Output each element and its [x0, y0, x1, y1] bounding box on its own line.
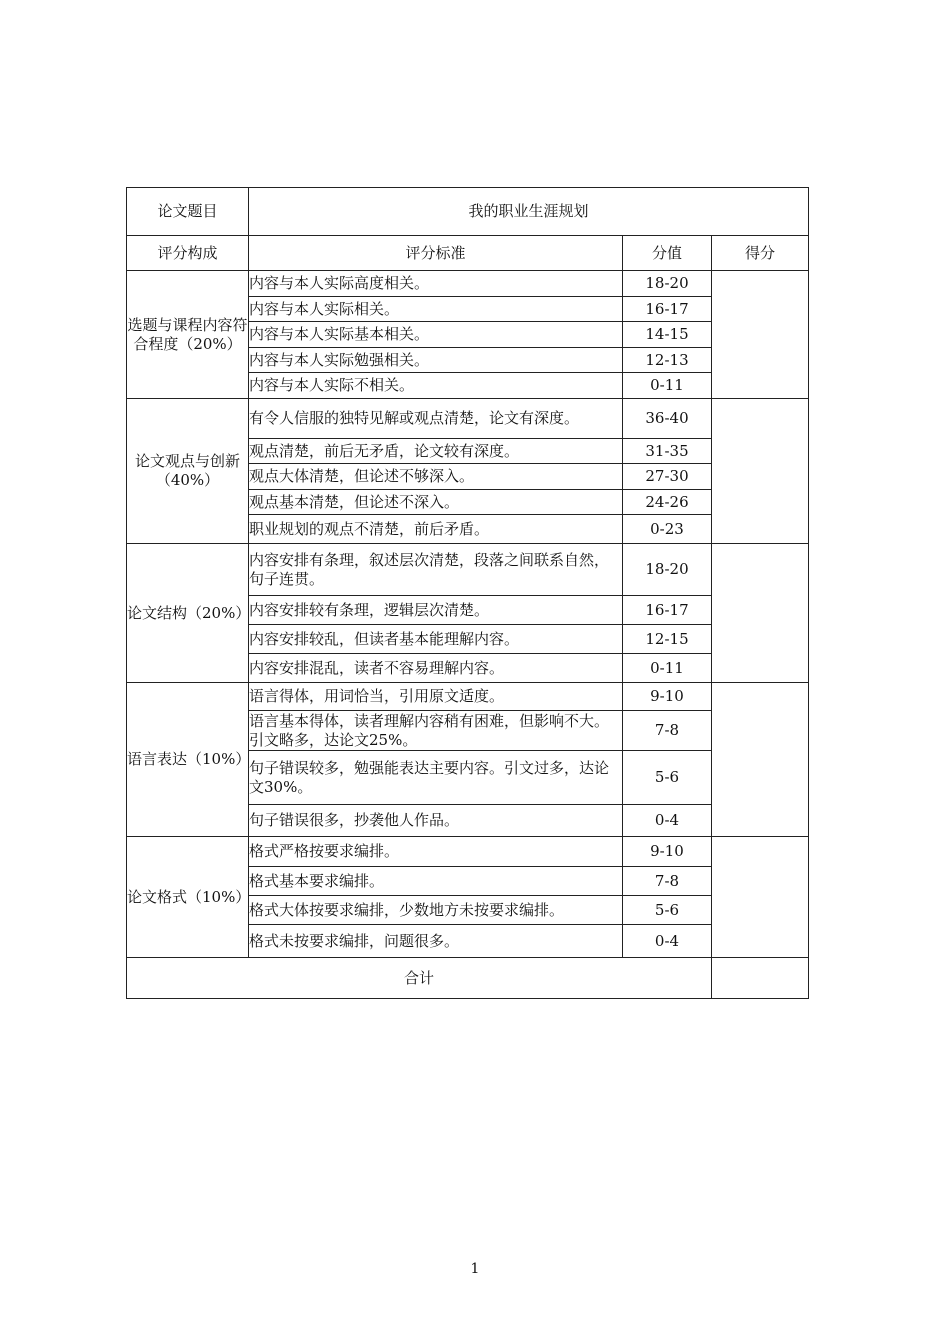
header-row: [127, 236, 809, 271]
criterion-text: 语言得体，用词恰当，引用原文适度。: [249, 683, 623, 711]
criterion-points: 18-20: [623, 544, 712, 596]
criterion-text: 内容与本人实际不相关。: [249, 373, 623, 399]
criterion-text: 观点清楚，前后无矛盾，论文较有深度。: [249, 439, 623, 464]
criterion-points: 12-15: [623, 625, 712, 654]
criterion-text: 内容与本人实际勉强相关。: [249, 348, 623, 373]
page-number: 1: [470, 1261, 480, 1277]
criterion-text: 内容安排混乱，读者不容易理解内容。: [249, 654, 623, 683]
criterion-text: 语言基本得体，读者理解内容稍有困难，但影响不大。引文略多，达论文25%。: [249, 711, 623, 751]
criterion-text: 内容安排较乱，但读者基本能理解内容。: [249, 625, 623, 654]
table-row: [127, 271, 809, 297]
header-standard: 评分标准: [249, 236, 623, 271]
criterion-points: 12-13: [623, 348, 712, 373]
criterion-points: 5-6: [623, 751, 712, 805]
criterion-text: 内容安排较有条理，逻辑层次清楚。: [249, 596, 623, 625]
title-value: 我的职业生涯规划: [249, 188, 809, 236]
table-row: [127, 683, 809, 711]
category-cell: 论文结构（20%）: [127, 544, 249, 683]
criterion-text: 句子错误较多，勉强能表达主要内容。引文过多，达论文30%。: [249, 751, 623, 805]
criterion-text: 格式未按要求编排，问题很多。: [249, 925, 623, 958]
criterion-points: 0-4: [623, 805, 712, 837]
table-row: [127, 399, 809, 439]
criterion-text: 内容与本人实际相关。: [249, 297, 623, 322]
criterion-text: 观点基本清楚，但论述不深入。: [249, 490, 623, 515]
criterion-points: 7-8: [623, 867, 712, 896]
scoring-rubric-table: [126, 187, 809, 999]
criterion-points: 9-10: [623, 683, 712, 711]
total-row: [127, 958, 809, 999]
table-row: [127, 544, 809, 596]
criterion-points: 0-11: [623, 373, 712, 399]
title-label: 论文题目: [127, 188, 249, 236]
criterion-points: 0-11: [623, 654, 712, 683]
criterion-points: 16-17: [623, 596, 712, 625]
header-component: 评分构成: [127, 236, 249, 271]
category-cell: 语言表达（10%）: [127, 683, 249, 837]
criterion-points: 16-17: [623, 297, 712, 322]
criterion-points: 0-4: [623, 925, 712, 958]
score-cell[interactable]: [712, 544, 809, 683]
category-cell: 论文格式（10%）: [127, 837, 249, 958]
category-cell: 论文观点与创新（40%）: [127, 399, 249, 544]
criterion-points: 7-8: [623, 711, 712, 751]
criterion-points: 31-35: [623, 439, 712, 464]
criterion-points: 5-6: [623, 896, 712, 925]
criterion-text: 有令人信服的独特见解或观点清楚，论文有深度。: [249, 399, 623, 439]
table-row: [127, 837, 809, 867]
criterion-text: 句子错误很多，抄袭他人作品。: [249, 805, 623, 837]
criterion-text: 内容安排有条理，叙述层次清楚，段落之间联系自然，句子连贯。: [249, 544, 623, 596]
score-cell[interactable]: [712, 837, 809, 958]
criterion-text: 格式基本要求编排。: [249, 867, 623, 896]
header-score: 得分: [712, 236, 809, 271]
criterion-text: 观点大体清楚，但论述不够深入。: [249, 464, 623, 490]
criterion-points: 14-15: [623, 322, 712, 348]
title-row: [127, 188, 809, 236]
criterion-points: 0-23: [623, 515, 712, 544]
total-score-cell[interactable]: [712, 958, 809, 999]
criterion-points: 24-26: [623, 490, 712, 515]
criterion-text: 格式严格按要求编排。: [249, 837, 623, 867]
criterion-points: 36-40: [623, 399, 712, 439]
total-label: 合计: [127, 958, 712, 999]
criterion-text: 格式大体按要求编排，少数地方未按要求编排。: [249, 896, 623, 925]
category-cell: 选题与课程内容符合程度（20%）: [127, 271, 249, 399]
criterion-text: 内容与本人实际高度相关。: [249, 271, 623, 297]
criterion-points: 9-10: [623, 837, 712, 867]
score-cell[interactable]: [712, 399, 809, 544]
criterion-text: 内容与本人实际基本相关。: [249, 322, 623, 348]
criterion-points: 18-20: [623, 271, 712, 297]
criterion-points: 27-30: [623, 464, 712, 490]
score-cell[interactable]: [712, 683, 809, 837]
header-points: 分值: [623, 236, 712, 271]
score-cell[interactable]: [712, 271, 809, 399]
criterion-text: 职业规划的观点不清楚，前后矛盾。: [249, 515, 623, 544]
